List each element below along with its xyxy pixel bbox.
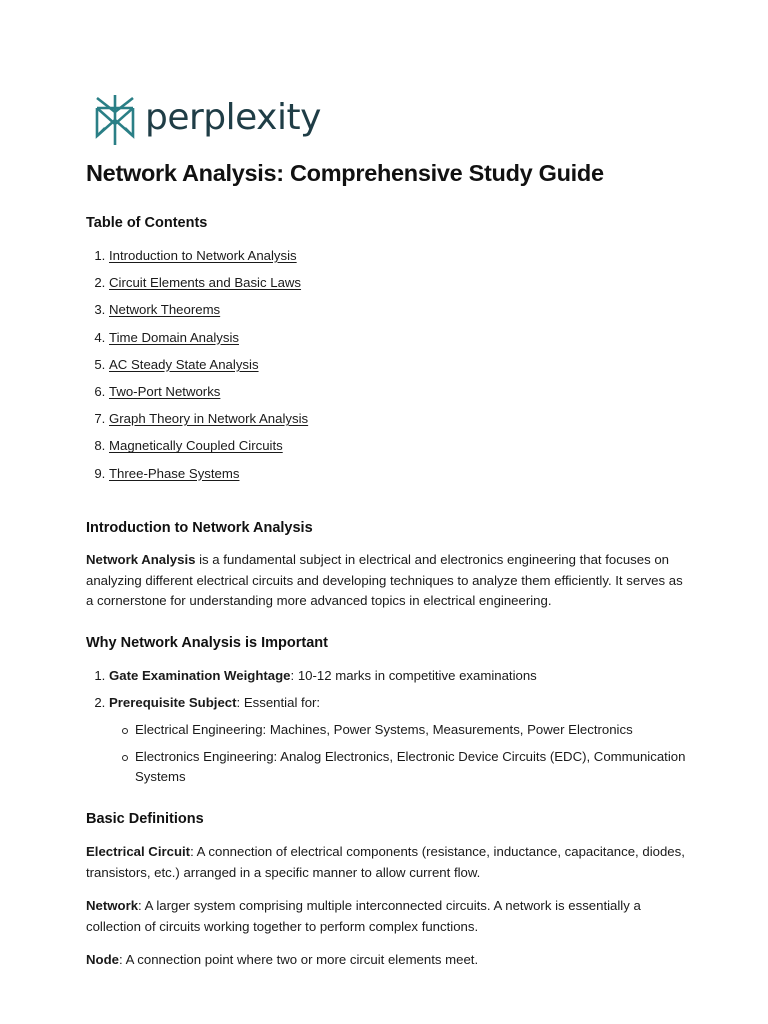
list-item: 2. Prerequisite Subject: Essential for: Electrical Engineering: Machines, Power Systems, Measurements, Power Electronics Electronics Engineering: Analog Electronics, Electronic Device Circuits (EDC), Communication Systems (86, 693, 686, 788)
definition-electrical-circuit (86, 842, 686, 883)
list-item-text: : Essential for: (236, 695, 321, 710)
definition-term: Electrical Circuit (86, 844, 191, 859)
toc-link-introduction[interactable]: Introduction to Network Analysis (109, 248, 297, 263)
importance-list (86, 666, 686, 794)
table-of-contents (86, 246, 308, 491)
section-heading-definitions: Basic Definitions (86, 811, 204, 827)
section-heading-importance: Why Network Analysis is Important (86, 635, 328, 651)
toc-item: 8. Magnetically Coupled Circuits (94, 438, 283, 454)
list-item-term: Gate Examination Weightage (109, 668, 291, 683)
definition-text: : A larger system comprising multiple interconnected circuits. A network is essentially a collection of circuits working together to perform complex functions. (86, 898, 641, 934)
toc-heading: Table of Contents (86, 215, 208, 231)
toc-link-graph-theory[interactable]: Graph Theory in Network Analysis (109, 411, 309, 427)
toc-item: 3. Network Theorems (94, 302, 221, 318)
toc-link-ac-steady-state[interactable]: AC Steady State Analysis (109, 356, 259, 372)
sub-list-item-electronics: Electronics Engineering: Analog Electronics, Electronic Device Circuits (EDC), Communication Systems (86, 747, 686, 788)
perplexity-logo (94, 94, 321, 146)
toc-item: 2. Circuit Elements and Basic Laws (94, 275, 302, 291)
toc-item: 4. Time Domain Analysis (94, 329, 239, 345)
list-item: 1. Gate Examination Weightage: 10-12 marks in competitive examinations (94, 668, 537, 683)
toc-item: 7. Graph Theory in Network Analysis (94, 411, 309, 427)
sub-list-item-electrical: Electrical Engineering: Machines, Power Systems, Measurements, Power Electronics (86, 720, 686, 741)
definition-text: : A connection point where two or more circuit elements meet. (118, 952, 479, 967)
perplexity-logo-icon (94, 94, 136, 146)
toc-item: 5. AC Steady State Analysis (94, 356, 259, 372)
sub-list (86, 720, 686, 788)
definition-network (86, 896, 686, 937)
intro-term: Network Analysis (86, 552, 196, 567)
intro-text: is a fundamental subject in electrical and electronics engineering that focuses on analyzing different electrical circuits and developing techniques to analyze them efficiently. It serves as a cornerstone for understanding more advanced topics in electrical engineering. (86, 552, 683, 608)
intro-paragraph (86, 550, 686, 612)
list-item-term: Prerequisite Subject (109, 695, 237, 710)
toc-link-network-theorems[interactable]: Network Theorems (109, 302, 221, 318)
page-title: Network Analysis: Comprehensive Study Guide (86, 160, 604, 186)
toc-item: 9. Three-Phase Systems (94, 465, 240, 481)
section-heading-introduction: Introduction to Network Analysis (86, 520, 313, 536)
toc-item: 6. Two-Port Networks (94, 383, 221, 399)
toc-link-three-phase[interactable]: Three-Phase Systems (109, 465, 240, 481)
definition-text: : A connection of electrical components (resistance, inductance, capacitance, diodes, transistors, etc.) arranged in a specific manner to allow current flow. (86, 844, 685, 880)
definition-node (86, 950, 686, 971)
toc-link-time-domain[interactable]: Time Domain Analysis (109, 329, 239, 345)
toc-link-two-port[interactable]: Two-Port Networks (109, 383, 221, 399)
list-item-text: : 10-12 marks in competitive examinations (290, 668, 537, 683)
toc-item: 1. Introduction to Network Analysis (94, 248, 297, 263)
definition-term: Network (86, 898, 139, 913)
definition-term: Node (86, 952, 119, 967)
toc-link-circuit-elements[interactable]: Circuit Elements and Basic Laws (109, 275, 302, 291)
logo-wordmark: perplexity (145, 97, 321, 138)
toc-link-magnetically-coupled[interactable]: Magnetically Coupled Circuits (109, 438, 283, 454)
